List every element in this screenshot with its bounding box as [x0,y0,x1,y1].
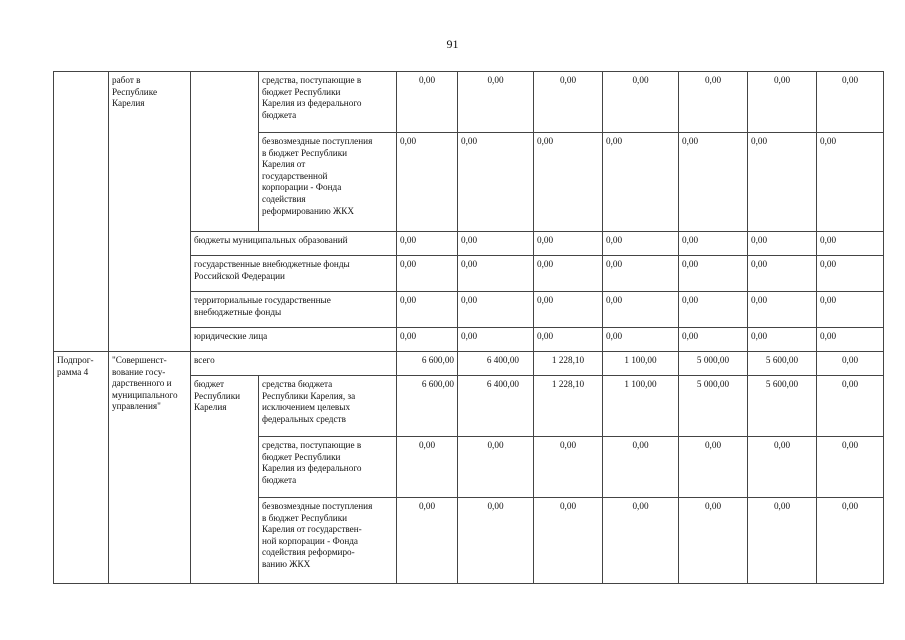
value-cell: 0,00 [603,133,679,232]
budget-cell: бюджет Республики Карелия [191,376,259,584]
value-cell: 6 400,00 [458,352,534,376]
value-cell: 1 228,10 [534,352,603,376]
value-cell: 0,00 [458,292,534,328]
value-cell: 0,00 [748,232,817,256]
value-cell: 0,00 [817,72,884,133]
source-cell: бюджеты муниципальных образований [191,232,397,256]
source-cell: безвозмездные поступления в бюджет Республики Карелия от государственной корпорации - Фонда содействия реформированию ЖКХ [259,133,397,232]
value-cell: 5 000,00 [679,352,748,376]
value-cell: 0,00 [534,498,603,584]
value-cell: 1 100,00 [603,376,679,437]
value-cell: 6 600,00 [397,352,458,376]
source-cell: средства, поступающие в бюджет Республики Карелия из федерального бюджета [259,72,397,133]
value-cell: 0,00 [458,256,534,292]
source-cell: государственные внебюджетные фонды Российской Федерации [191,256,397,292]
value-cell: 0,00 [603,328,679,352]
value-cell: 0,00 [603,232,679,256]
value-cell: 0,00 [458,498,534,584]
value-cell: 0,00 [603,437,679,498]
value-cell: 0,00 [679,232,748,256]
value-cell: 0,00 [603,72,679,133]
value-cell: 0,00 [458,72,534,133]
value-cell: 0,00 [748,498,817,584]
value-cell: 5 600,00 [748,352,817,376]
value-cell: 0,00 [603,292,679,328]
status-cell [54,72,109,352]
value-cell: 0,00 [748,133,817,232]
value-cell: 0,00 [679,292,748,328]
value-cell: 0,00 [679,328,748,352]
status-cell: Подпрог- рамма 4 [54,352,109,584]
budget-cell [191,72,259,232]
value-cell: 0,00 [534,292,603,328]
value-cell: 0,00 [748,328,817,352]
value-cell: 0,00 [679,498,748,584]
value-cell: 0,00 [679,133,748,232]
funding-table [53,71,884,584]
value-cell: 0,00 [817,232,884,256]
value-cell: 0,00 [748,437,817,498]
value-cell: 1 228,10 [534,376,603,437]
value-cell: 5 000,00 [679,376,748,437]
value-cell: 1 100,00 [603,352,679,376]
program-name-cell: "Совершенст- вование госу- дарственного и муниципального управления" [109,352,191,584]
value-cell: 0,00 [458,232,534,256]
value-cell: 0,00 [534,133,603,232]
value-cell: 0,00 [534,232,603,256]
program-name-cell: работ в Республике Карелия [109,72,191,352]
value-cell: 0,00 [679,437,748,498]
value-cell: 0,00 [397,292,458,328]
value-cell: 0,00 [458,133,534,232]
source-cell: территориальные государственные внебюджетные фонды [191,292,397,328]
value-cell: 0,00 [817,133,884,232]
value-cell: 5 600,00 [748,376,817,437]
value-cell: 0,00 [817,498,884,584]
value-cell: 0,00 [397,498,458,584]
value-cell: 0,00 [458,328,534,352]
page-number: 91 [446,37,459,51]
total-label-cell: всего [191,352,397,376]
value-cell: 0,00 [397,256,458,292]
source-cell: средства бюджета Республики Карелия, за исключением целевых федеральных средств [259,376,397,437]
table-row [54,72,884,133]
value-cell: 0,00 [397,133,458,232]
table-row [54,352,884,376]
source-cell: юридические лица [191,328,397,352]
value-cell: 0,00 [679,256,748,292]
value-cell: 0,00 [397,328,458,352]
value-cell: 0,00 [603,256,679,292]
value-cell: 0,00 [817,352,884,376]
value-cell: 0,00 [817,376,884,437]
value-cell: 0,00 [534,437,603,498]
value-cell: 6 600,00 [397,376,458,437]
source-cell: средства, поступающие в бюджет Республики Карелия из федерального бюджета [259,437,397,498]
value-cell: 0,00 [397,72,458,133]
value-cell: 0,00 [534,72,603,133]
value-cell: 0,00 [748,72,817,133]
value-cell: 6 400,00 [458,376,534,437]
value-cell: 0,00 [534,328,603,352]
value-cell: 0,00 [458,437,534,498]
value-cell: 0,00 [748,292,817,328]
value-cell: 0,00 [534,256,603,292]
value-cell: 0,00 [817,292,884,328]
value-cell: 0,00 [397,232,458,256]
value-cell: 0,00 [817,437,884,498]
value-cell: 0,00 [679,72,748,133]
source-cell: безвозмездные поступления в бюджет Республики Карелия от государствен- ной корпорации - Фонда содействия реформиро- ванию ЖКХ [259,498,397,584]
value-cell: 0,00 [603,498,679,584]
value-cell: 0,00 [748,256,817,292]
value-cell: 0,00 [817,328,884,352]
value-cell: 0,00 [817,256,884,292]
value-cell: 0,00 [397,437,458,498]
